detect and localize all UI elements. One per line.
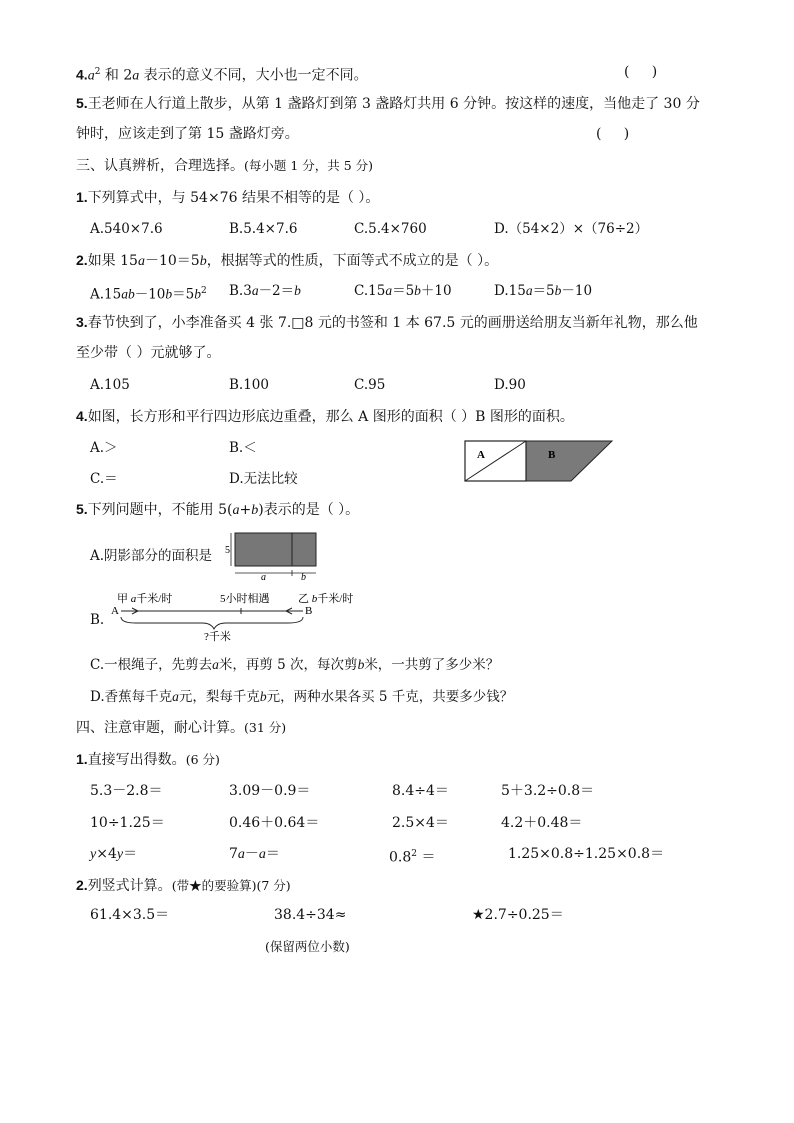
oral-calc-2: 3.09－0.9＝ — [229, 783, 311, 799]
oral-calc-8: 4.2＋0.48＝ — [501, 815, 583, 831]
choice-q3-option-a[interactable]: A.105 — [90, 377, 130, 393]
right-speed-label: 乙 b千米/时 — [298, 593, 354, 605]
vertical-calc-2: 38.4÷34≈ — [274, 907, 347, 923]
choice-q5-option-b[interactable]: B. — [90, 612, 105, 628]
choice-q3-option-b[interactable]: B.100 — [229, 377, 269, 393]
choice-q1-option-b[interactable]: B.5.4×7.6 — [229, 221, 298, 237]
calc-q2-stem: 2.列竖式计算。(带★的要验算)(7 分) — [76, 877, 291, 894]
choice-q1-option-a[interactable]: A.540×7.6 — [90, 221, 163, 237]
calc-q1-stem: 1.直接写出得数。(6 分) — [76, 751, 220, 768]
section3-heading: 三、认真辨析，合理选择。(每小题 1 分，共 5 分) — [76, 158, 374, 174]
vertical-calc-3: ★2.7÷0.25＝ — [472, 907, 564, 923]
oral-calc-9: y×4y＝ — [90, 846, 138, 862]
oral-calc-10: 7a－a＝ — [229, 846, 280, 862]
judge-q4: $4.a^2$ 和 2a 表示的意义不同，大小也一定不同。 — [76, 66, 368, 84]
judge-q5-answer-blank[interactable]: ( ) — [596, 126, 630, 142]
choice-q1-option-d[interactable]: D.（54×2）×（76÷2） — [494, 221, 649, 237]
oral-calc-1: 5.3－2.8＝ — [90, 783, 163, 799]
meeting-line-figure — [106, 589, 362, 645]
diagonal-line — [465, 441, 526, 481]
shaded-rect-b — [292, 533, 316, 566]
choice-q3-stem-line2: 至少带（ ）元就够了。 — [76, 345, 221, 361]
point-a-label: A — [111, 605, 119, 617]
choice-q3-option-c[interactable]: C.95 — [354, 377, 386, 393]
choice-q3-stem-line1: 3.春节快到了，小李准备买 4 张 7.□8 元的书签和 1 本 67.5 元的画册送给朋友当新年礼物，那么他 — [76, 314, 698, 331]
oral-calc-5: 10÷1.25＝ — [90, 815, 165, 831]
choice-q2-option-d[interactable]: D.15a＝5b－10 — [494, 283, 593, 299]
choice-q1-option-c[interactable]: C.5.4×760 — [354, 221, 427, 237]
height-label: 5 — [225, 545, 230, 556]
choice-q4-option-b[interactable]: B.＜ — [229, 440, 257, 456]
oral-calc-6: 0.46＋0.64＝ — [229, 815, 320, 831]
figure-label-b: B — [548, 449, 556, 461]
round-note: (保留两位小数) — [265, 939, 350, 954]
choice-q2-stem: 2.如果 15a－10＝5b，根据等式的性质，下面等式不成立的是（ ）。 — [76, 252, 499, 269]
vertical-calc-1: 61.4×3.5＝ — [90, 907, 170, 923]
choice-q2-option-c[interactable]: C.15a＝5b＋10 — [354, 283, 452, 299]
choice-q4-stem: 4.如图，长方形和平行四边形底边重叠，那么 A 图形的面积（ ）B 图形的面积。 — [76, 408, 574, 425]
choice-q5-option-d[interactable]: D.香蕉每千克a元，梨每千克b元，两种水果各买 5 千克，共要多少钱？ — [90, 689, 514, 705]
shaded-rect-a — [235, 533, 292, 566]
choice-q5-option-a[interactable]: A.阴影部分的面积是 — [90, 548, 213, 564]
width-label-b: b — [301, 572, 306, 582]
choice-q4-option-c[interactable]: C.＝ — [90, 471, 118, 487]
choice-q5-option-c[interactable]: C.一根绳子，先剪去a米，再剪 5 次，每次剪b米，一共剪了多少米？ — [90, 657, 500, 673]
parallelogram-b-shaded — [526, 441, 612, 481]
choice-q4-option-d[interactable]: D.无法比较 — [229, 471, 298, 487]
shaded-rectangle-figure — [222, 530, 322, 582]
oral-calc-12: 1.25×0.8÷1.25×0.8＝ — [508, 846, 665, 862]
judge-q5-line2: 钟时，应该走到了第 15 盏路灯旁。 — [76, 126, 299, 142]
choice-q4-option-a[interactable]: A.＞ — [90, 440, 118, 456]
choice-q2-option-a[interactable]: $A.15ab-10b=5b^2$ — [90, 286, 207, 303]
choice-q1-stem: 1.下列算式中，与 54×76 结果不相等的是（ ）。 — [76, 189, 380, 206]
oral-calc-7: 2.5×4＝ — [392, 815, 449, 831]
choice-q5-stem: 5.下列问题中，不能用 5(a+b)表示的是（ ）。 — [76, 501, 360, 518]
left-speed-label: 甲 a千米/时 — [117, 593, 173, 605]
judge-q4-answer-blank[interactable]: ( ) — [624, 64, 658, 80]
point-b-label: B — [305, 605, 313, 617]
oral-calc-11: $0.8^2$ ＝ — [389, 849, 436, 866]
total-distance-label: ?千米 — [204, 631, 231, 643]
total-brace — [121, 617, 303, 629]
oral-calc-3: 8.4÷4＝ — [392, 783, 449, 799]
rectangle-parallelogram-figure — [460, 436, 616, 486]
oral-calc-4: 5＋3.2÷0.8＝ — [501, 783, 595, 799]
width-label-a: a — [261, 572, 266, 582]
choice-q2-option-b[interactable]: B.3a－2＝b — [229, 283, 301, 299]
judge-q5-line1: 5.王老师在人行道上散步，从第 1 盏路灯到第 3 盏路灯共用 6 分钟。按这样的速度，当他走了 30 分 — [76, 95, 700, 112]
section4-heading: 四、注意审题，耐心计算。(31 分) — [76, 720, 287, 736]
choice-q3-option-d[interactable]: D.90 — [494, 377, 526, 393]
figure-label-a: A — [477, 449, 485, 461]
meet-time-label: 5小时相遇 — [220, 593, 270, 605]
